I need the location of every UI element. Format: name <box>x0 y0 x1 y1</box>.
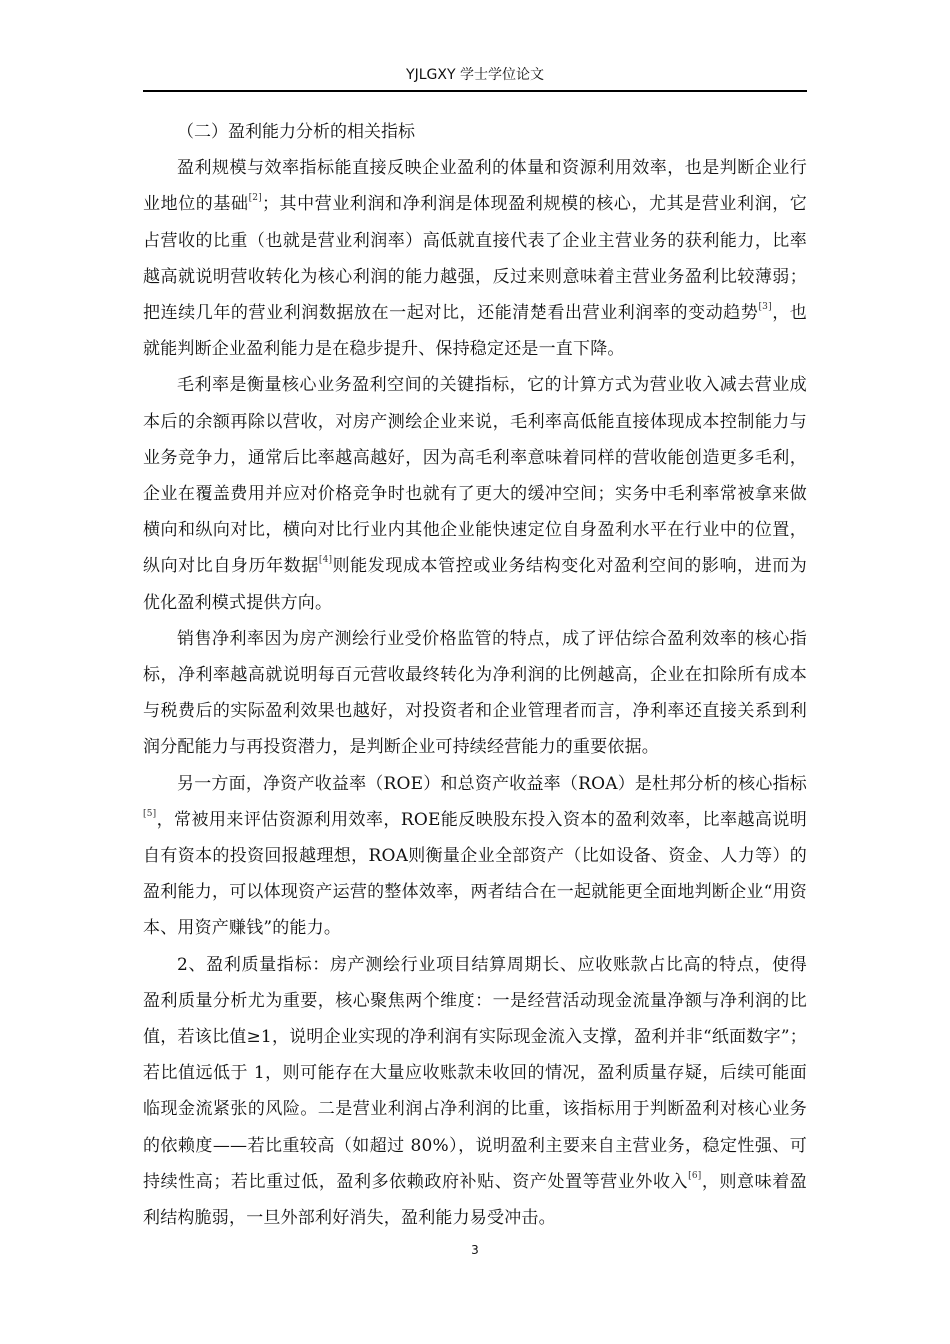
citation-ref: [3] <box>758 302 772 313</box>
paragraph-profit-scale <box>143 150 807 367</box>
text-segment: 则能发现成本管控或业务结构变化对盈利空间的影响，进而为优化盈利模式提供方向。 <box>143 556 808 613</box>
header-divider <box>143 90 807 92</box>
body-text <box>143 114 807 1236</box>
paragraph-net-margin <box>143 621 807 766</box>
text-segment: 2、盈利质量指标：房产测绘行业项目结算周期长、应收账款占比高的特点，使得盈利质量分析尤为重要，核心聚焦两个维度：一是经营活动现金流量净额与净利润的比值，若该比值≥1，说明企业实现的净利润有实际现金流入支撑，盈利并非“纸面数字”；若比值远低于 1，则可能存在大量应收账款未收回的情况，盈利质量存疑，后续可能面临现金流紧张的风险。二是营业利润占净利润的比重，该指标用于判断盈利对核心业务的依赖度——若比重较高（如超过 80%），说明盈利主要来自主营业务，稳定性强、可持续性高；若比重过低，盈利多依赖政府补贴、资产处置等营业外收入 <box>143 954 807 1192</box>
text-segment: ，也就能判断企业盈利能力是在稳步提升、保持稳定还是一直下降。 <box>143 303 807 360</box>
page-number: 3 <box>471 1243 479 1257</box>
running-header: YJLGXY 学士学位论文 <box>406 67 544 83</box>
text-segment: ，常被用来评估资源利用效率，ROE能反映股东投入资本的盈利效率，比率越高说明自有资本的投资回报越理想，ROA则衡量企业全部资产（比如设备、资金、人力等）的盈利能力，可以体现资产运营的整体效率，两者结合在一起就能更全面地判断企业“用资本、用资产赚钱”的能力。 <box>143 809 807 939</box>
paragraph-gross-margin <box>143 367 807 620</box>
text-segment: 另一方面，净资产收益率（ROE）和总资产收益率（ROA）是杜邦分析的核心指标 <box>177 773 807 794</box>
paragraph-roe-roa <box>143 766 807 947</box>
citation-ref: [2] <box>248 193 262 204</box>
text-segment: ，则意味着盈利结构脆弱，一旦外部利好消失，盈利能力易受冲击。 <box>143 1171 807 1229</box>
citation-ref: [4] <box>318 555 333 566</box>
text-segment: 销售净利率因为房产测绘行业受价格监管的特点，成了评估综合盈利效率的核心指标，净利率越高就说明每百元营收最终转化为净利润的比例越高，企业在扣除所有成本与税费后的实际盈利效果也越好，对投资者和企业管理者而言，净利率还直接关系到利润分配能力与再投资潜力，是判断企业可持续经营能力的重要依据。 <box>143 628 807 758</box>
text-segment: 盈利规模与效率指标能直接反映企业盈利的体量和资源利用效率，也是判断企业行业地位的基础 <box>143 158 807 215</box>
citation-ref: [5] <box>143 808 157 819</box>
text-segment: 毛利率是衡量核心业务盈利空间的关键指标，它的计算方式为营业收入减去营业成本后的余额再除以营收，对房产测绘企业来说，毛利率高低能直接体现成本控制能力与业务竞争力，通常后比率越高越好，因为高毛利率意味着同样的营收能创造更多毛利，企业在覆盖费用并应对价格竞争时也就有了更大的缓冲空间；实务中毛利率常被拿来做横向和纵向对比，横向对比行业内其他企业能快速定位自身盈利水平在行业中的位置，纵向对比自身历年数据 <box>143 375 807 577</box>
section-heading: （二）盈利能力分析的相关指标 <box>177 122 415 142</box>
text-segment: ；其中营业利润和净利润是体现盈利规模的核心，尤其是营业利润，它占营收的比重（也就是营业利润率）高低就直接代表了企业主营业务的获利能力，比率越高就说明营收转化为核心利润的能力越强，反过来则意味着主营业务盈利比较薄弱；把连续几年的营业利润数据放在一起对比，还能清楚看出营业利润率的变动趋势 <box>143 194 807 324</box>
citation-ref: [6] <box>688 1170 702 1181</box>
paragraph-profit-quality <box>143 947 807 1237</box>
